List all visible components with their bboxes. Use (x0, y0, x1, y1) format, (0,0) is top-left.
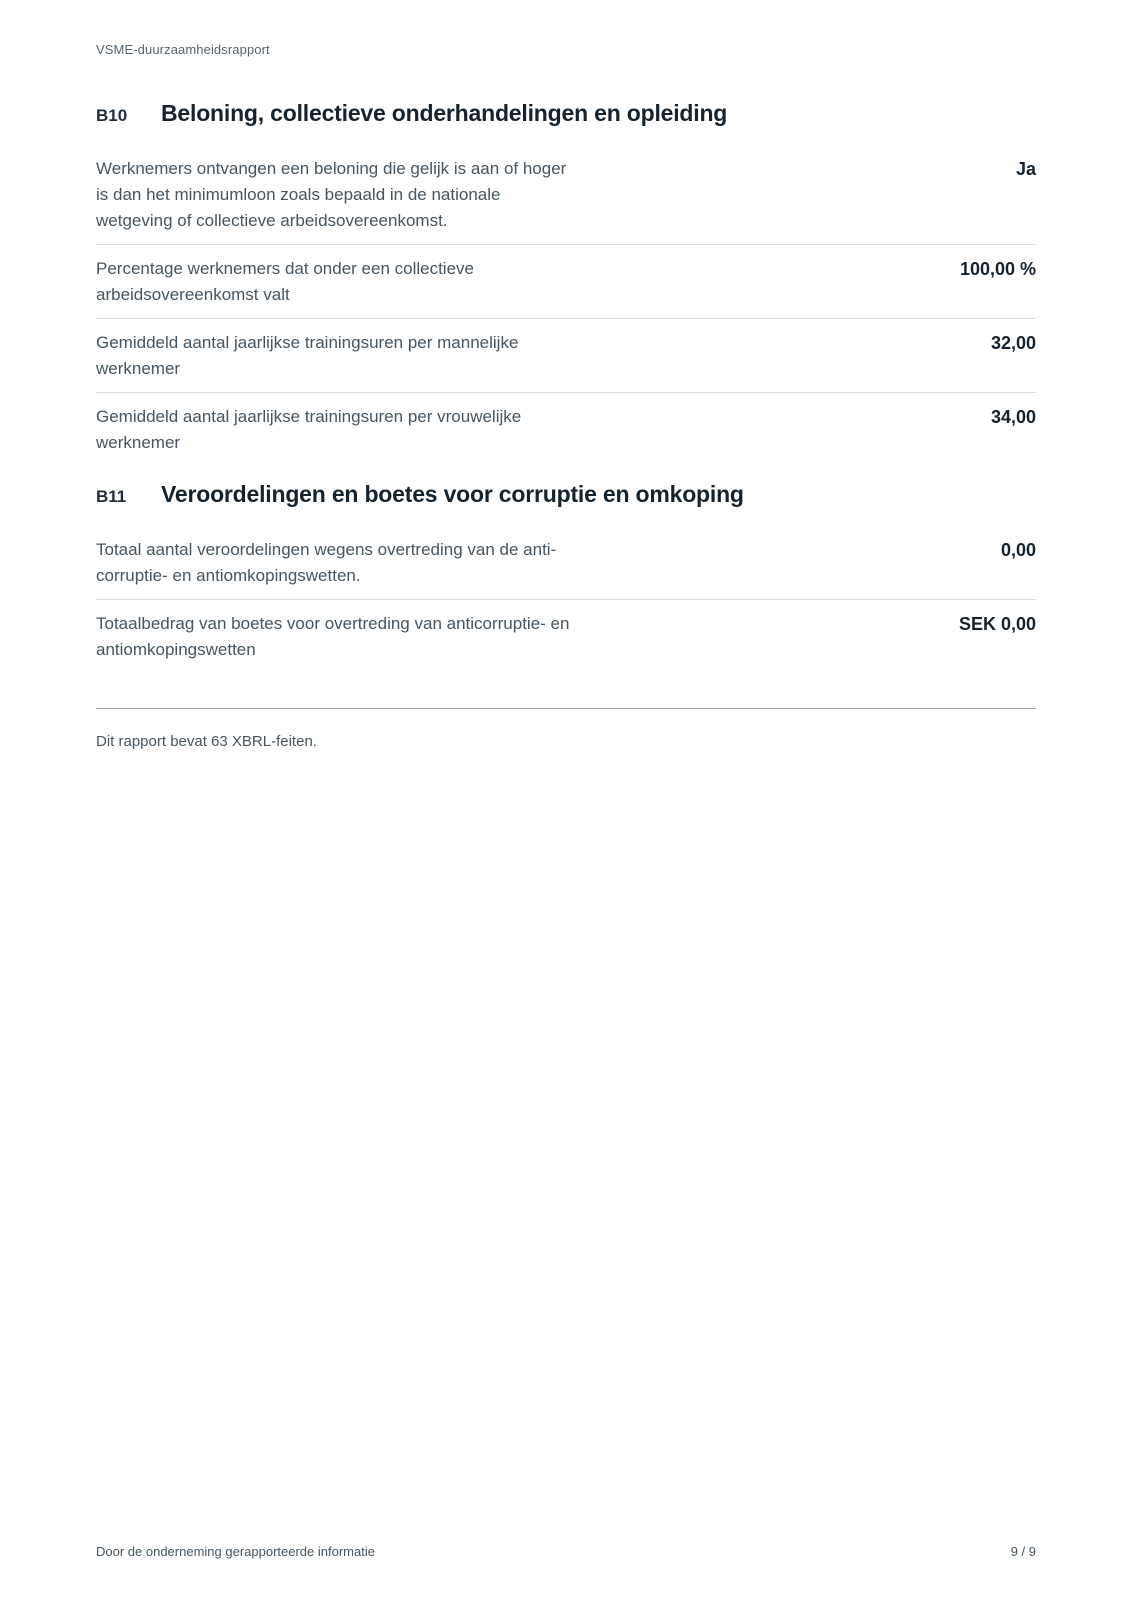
datapoint-label: Werknemers ontvangen een beloning die gelijk is aan of hoger is dan het minimumloon zoals bepaald in de nationale wetgeving of collectieve arbeidsovereenkomst. (96, 159, 567, 230)
page-number: 9 / 9 (1010, 1544, 1036, 1559)
running-header: VSME-duurzaamheidsrapport (96, 42, 270, 57)
summary-divider (96, 708, 1036, 709)
datapoint-label: Percentage werknemers dat onder een collectieve arbeidsovereenkomst valt (96, 259, 474, 304)
section-title: Beloning, collectieve onderhandelingen en opleiding (161, 100, 728, 126)
report-page (96, 0, 1036, 1600)
xbrl-fact-count: Dit rapport bevat 63 XBRL-feiten. (96, 733, 317, 750)
datapoint-label: Gemiddeld aantal jaarlijkse trainingsuren per mannelijke werknemer (96, 333, 519, 378)
datapoint-row (96, 611, 1036, 673)
datapoint-list (96, 537, 1036, 673)
datapoint-row (96, 537, 1036, 600)
datapoint-value: SEK 0,00 (958, 614, 1036, 634)
datapoint-value: 0,00 (1000, 540, 1036, 560)
datapoint-row (96, 330, 1036, 393)
section-heading (96, 100, 1036, 136)
datapoint-value: 32,00 (990, 333, 1036, 353)
footer-label: Door de onderneming gerapporteerde informatie (96, 1544, 375, 1559)
datapoint-label: Totaalbedrag van boetes voor overtreding van anticorruptie- en antiomkopingswetten (96, 614, 570, 659)
page-footer (96, 1544, 1036, 1559)
datapoint-label: Gemiddeld aantal jaarlijkse trainingsuren per vrouwelijke werknemer (96, 407, 522, 452)
datapoint-value: 100,00 % (959, 259, 1036, 279)
datapoint-row (96, 256, 1036, 319)
section-b10 (96, 100, 1036, 466)
datapoint-value: Ja (1015, 159, 1036, 179)
section-heading (96, 481, 1036, 517)
section-b11 (96, 481, 1036, 673)
datapoint-row (96, 404, 1036, 466)
datapoint-list (96, 156, 1036, 466)
section-code: B11 (96, 487, 127, 506)
section-title: Veroordelingen en boetes voor corruptie en omkoping (161, 481, 744, 507)
datapoint-label: Totaal aantal veroordelingen wegens overtreding van de anti-corruptie- en antiomkopingswetten. (96, 540, 557, 585)
section-code: B10 (96, 106, 128, 125)
datapoint-value: 34,00 (990, 407, 1036, 427)
datapoint-row (96, 156, 1036, 245)
